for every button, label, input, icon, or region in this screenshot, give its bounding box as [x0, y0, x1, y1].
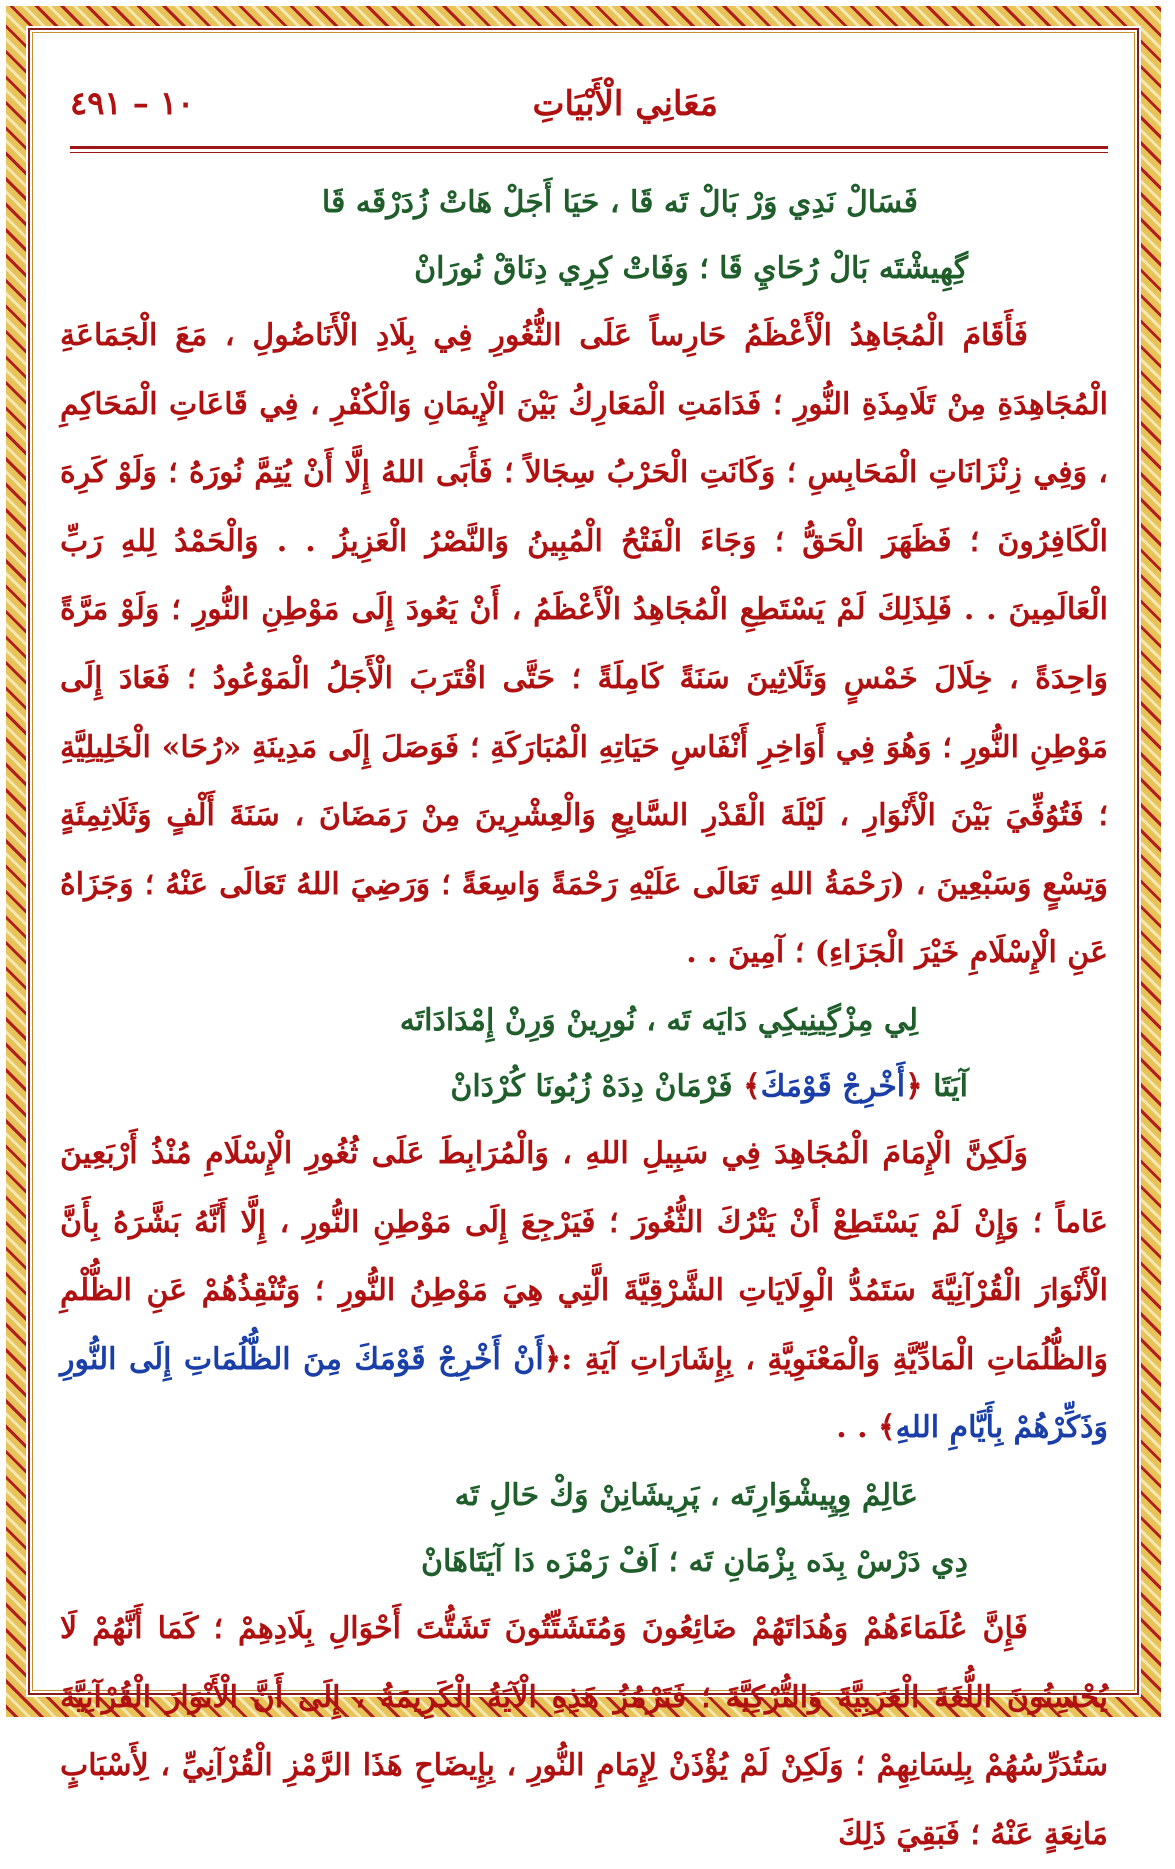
main-text: [60, 170, 1108, 1869]
verse-line: عَالِمْ وِپِيشْوَارِتَه ، پَرِيشَانِنْ وَكْ حَالِ تَه: [454, 1477, 918, 1513]
quran-quote: أَخْرِجْ قَوْمَكَ: [760, 1068, 906, 1104]
paragraph: [60, 1120, 1108, 1463]
ornament-open: ﴿: [543, 1341, 562, 1377]
verse-line: دِي دَرْسْ بِدَه بِزْمَانِ تَه ؛ اَفْ رَمْزَه دَا آيَتَاهَانْ: [420, 1543, 968, 1579]
paragraph-tail: . .: [836, 1410, 868, 1446]
paragraph-text: فَإِنَّ عُلَمَاءَهُمْ وَهُدَاتَهُمْ ضَائِعُونَ وَمُتَشَتِّتُونَ تَشَتُّتَ أَحْوَالِ بِلَادِهِمْ ؛ كَمَا أَنَّهُمْ لَا يُحْسِنُونَ اللُّغَةَ الْعَرَبِيَّةَ وَالتُّرْكِيَّةَ ؛ فَتَرْمُزُ هَذِهِ الْآيَةُ الْكَرِيمَةُ ، إِلَى أَنَّ الْأَنْوَارَ الْقُرْآنِيَّةَ سَتُدَرِّسُهُمْ بِلِسَانِهِمْ ؛ وَلَكِنْ لَمْ يُؤْذَنْ لِإِمَامِ النُّورِ ، بِإِيضَاحِ هَذَا الرَّمْزِ الْقُرْآنِيِّ ، لِأَسْبَابٍ مَانِعَةٍ عَنْهُ ؛ فَبَقِيَ ذَلِكَ: [60, 1610, 1109, 1852]
quran-quote: أَنْ أَخْرِجْ قَوْمَكَ مِنَ الظُّلُمَاتِ إِلَى النُّورِ وَذَكِّرْهُمْ بِأَيَّامِ اللهِ: [60, 1341, 1108, 1446]
page-header: [60, 70, 1108, 132]
ornament-close: ﴾: [743, 1068, 761, 1104]
paragraph-text: [60, 1120, 1108, 1463]
running-title: مَعَانِي الْأَبْيَاتِ: [532, 84, 718, 124]
verse-line: گِهِيشْتَه بَالْ رُحَايِ قَا ؛ وَفَاتْ كِرِي دِنَاقْ نُورَانْ: [414, 251, 968, 286]
paragraph-text: فَأَقَامَ الْمُجَاهِدُ الْأَعْظَمُ حَارِساً عَلَى الثُّغُورِ فِي بِلَادِ الْأَنَاضُولِ ، مَعَ الْجَمَاعَةِ الْمُجَاهِدَةِ مِنْ تَلَامِذَةِ النُّورِ ؛ فَدَامَتِ الْمَعَارِكُ بَيْنَ الْإِيمَانِ وَالْكُفْرِ ، فِي قَاعَاتِ الْمَحَاكِمِ ، وَفِي زِنْزَانَاتِ الْمَحَابِسِ ؛ وَكَانَتِ الْحَرْبُ سِجَالاً ؛ فَأَبَى اللهُ إِلَّا أَنْ يُتِمَّ نُورَهُ ؛ وَلَوْ كَرِهَ الْكَافِرُونَ ؛ فَظَهَرَ الْحَقُّ ؛ وَجَاءَ الْفَتْحُ الْمُبِينُ وَالنَّصْرُ الْعَزِيزُ . . وَالْحَمْدُ لِلهِ رَبِّ الْعَالَمِينَ . . فَلِذَلِكَ لَمْ يَسْتَطِعِ الْمُجَاهِدُ الْأَعْظَمُ ، أَنْ يَعُودَ إِلَى مَوْطِنِ النُّورِ ؛ وَلَوْ مَرَّةً وَاحِدَةً ، خِلَالَ خَمْسٍ وَثَلَاثِينَ سَنَةً كَامِلَةً ؛ حَتَّى اقْتَرَبَ الْأَجَلُ الْمَوْعُودُ ؛ فَعَادَ إِلَى مَوْطِنِ النُّورِ ؛ وَهُوَ فِي أَوَاخِرِ أَنْفَاسِ حَيَاتِهِ الْمُبَارَكَةِ ؛ فَوَصَلَ إِلَى مَدِينَةِ «رُحَا» الْخَلِيلِيَّةِ ؛ فَتُوُفِّيَ بَيْنَ الْأَنْوَارِ ، لَيْلَةَ الْقَدْرِ السَّابِعِ وَالْعِشْرِينَ مِنْ رَمَضَانَ ، سَنَةَ أَلْفٍ وَثَلَاثِمِئَةٍ وَتِسْعٍ وَسَبْعِينَ ، (رَحْمَةُ اللهِ تَعَالَى عَلَيْهِ رَحْمَةً وَاسِعَةً ؛ وَرَضِيَ اللهُ تَعَالَى عَنْهُ ؛ وَجَزَاهُ عَنِ الْإِسْلَامِ خَيْرَ الْجَزَاءِ) ؛ آمِينَ . .: [60, 318, 1108, 971]
ornament-close: ﴾: [878, 1410, 896, 1446]
verse-line: لِي مِزْگِينِيكِي دَايَه تَه ، نُورِينْ وَرِنْ إِمْدَادَاتَه: [399, 1002, 918, 1038]
header-rule-thin: [70, 152, 1108, 153]
paragraph: [60, 1595, 1108, 1869]
paragraph-body: وَلَكِنَّ الْإِمَامَ الْمُجَاهِدَ فِي سَبِيلِ اللهِ ، وَالْمُرَابِطَ عَلَى ثُغُورِ الْإِسْلَامِ مُنْذُ أَرْبَعِينَ عَاماً ؛ وَإِنْ لَمْ يَسْتَطِعْ أَنْ يَتْرُكَ الثُّغُورَ ؛ فَيَرْجِعَ إِلَى مَوْطِنِ النُّورِ ، إِلَّا أَنَّهُ بَشَّرَهُ بِأَنَّ الْأَنْوَارَ الْقُرْآنِيَّةَ سَتَمُدُّ الْوِلَايَاتِ الشَّرْقِيَّةَ الَّتِي هِيَ مَوْطِنُ النُّورِ ؛ وَتُنْقِذُهُمْ عَنِ الظُّلْمِ وَالظُّلُمَاتِ الْمَادِّيَّةِ وَالْمَعْنَوِيَّةِ ، بِإِشَارَاتِ آيَةِ :: [60, 1135, 1108, 1377]
page-body: [60, 70, 1109, 1852]
verse-line: فَسَالْ نَدِي وَرْ بَالْ تَه قَا ، حَيَا أَجَلْ هَاتْ زُدَرْقَه قَا: [321, 185, 918, 220]
page-number: ١٠ – ٤٩١: [70, 84, 195, 122]
verse-text: آيَتَا: [933, 1068, 968, 1104]
verse-text: فَرْمَانْ دِدَهْ زُبُونَا كُرْدَانْ: [450, 1068, 733, 1104]
ornament-open: ﴿: [905, 1068, 923, 1104]
paragraph: [60, 302, 1108, 988]
verse-line: [60, 1054, 1108, 1120]
header-rule: [70, 146, 1108, 149]
